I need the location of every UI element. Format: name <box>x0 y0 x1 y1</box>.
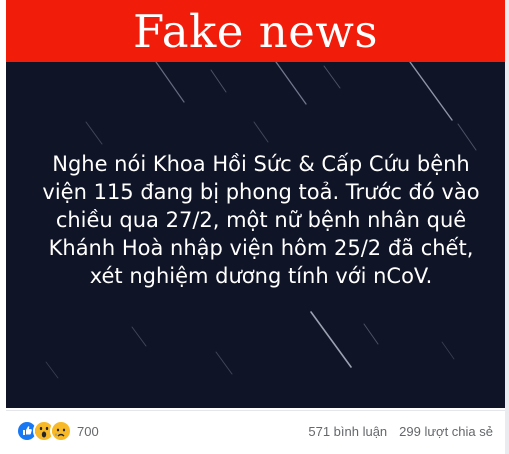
post-image[interactable] <box>6 62 505 408</box>
comments-count-link[interactable]: 571 bình luận <box>308 423 388 439</box>
shares-count-link[interactable]: 299 lượt chia sẻ <box>399 423 493 439</box>
reactions-summary[interactable] <box>16 420 99 442</box>
banner-title: Fake news <box>133 4 378 58</box>
fake-news-banner <box>6 0 505 62</box>
right-edge-divider <box>505 0 509 454</box>
reaction-count: 700 <box>77 423 99 439</box>
sad-reaction-icon <box>50 420 72 442</box>
post-text: Nghe nói Khoa Hồi Sức & Cấp Cứu bệnh viện 115 đang bị phong toả. Trước đó vào chiều qua 27/2, một nữ bệnh nhân quê Khánh Hoà nhập viện hôm 25/2 đã chết, xét nghiệm dương tính với nCoV. <box>42 152 480 288</box>
post-engagement-bar <box>6 410 505 451</box>
